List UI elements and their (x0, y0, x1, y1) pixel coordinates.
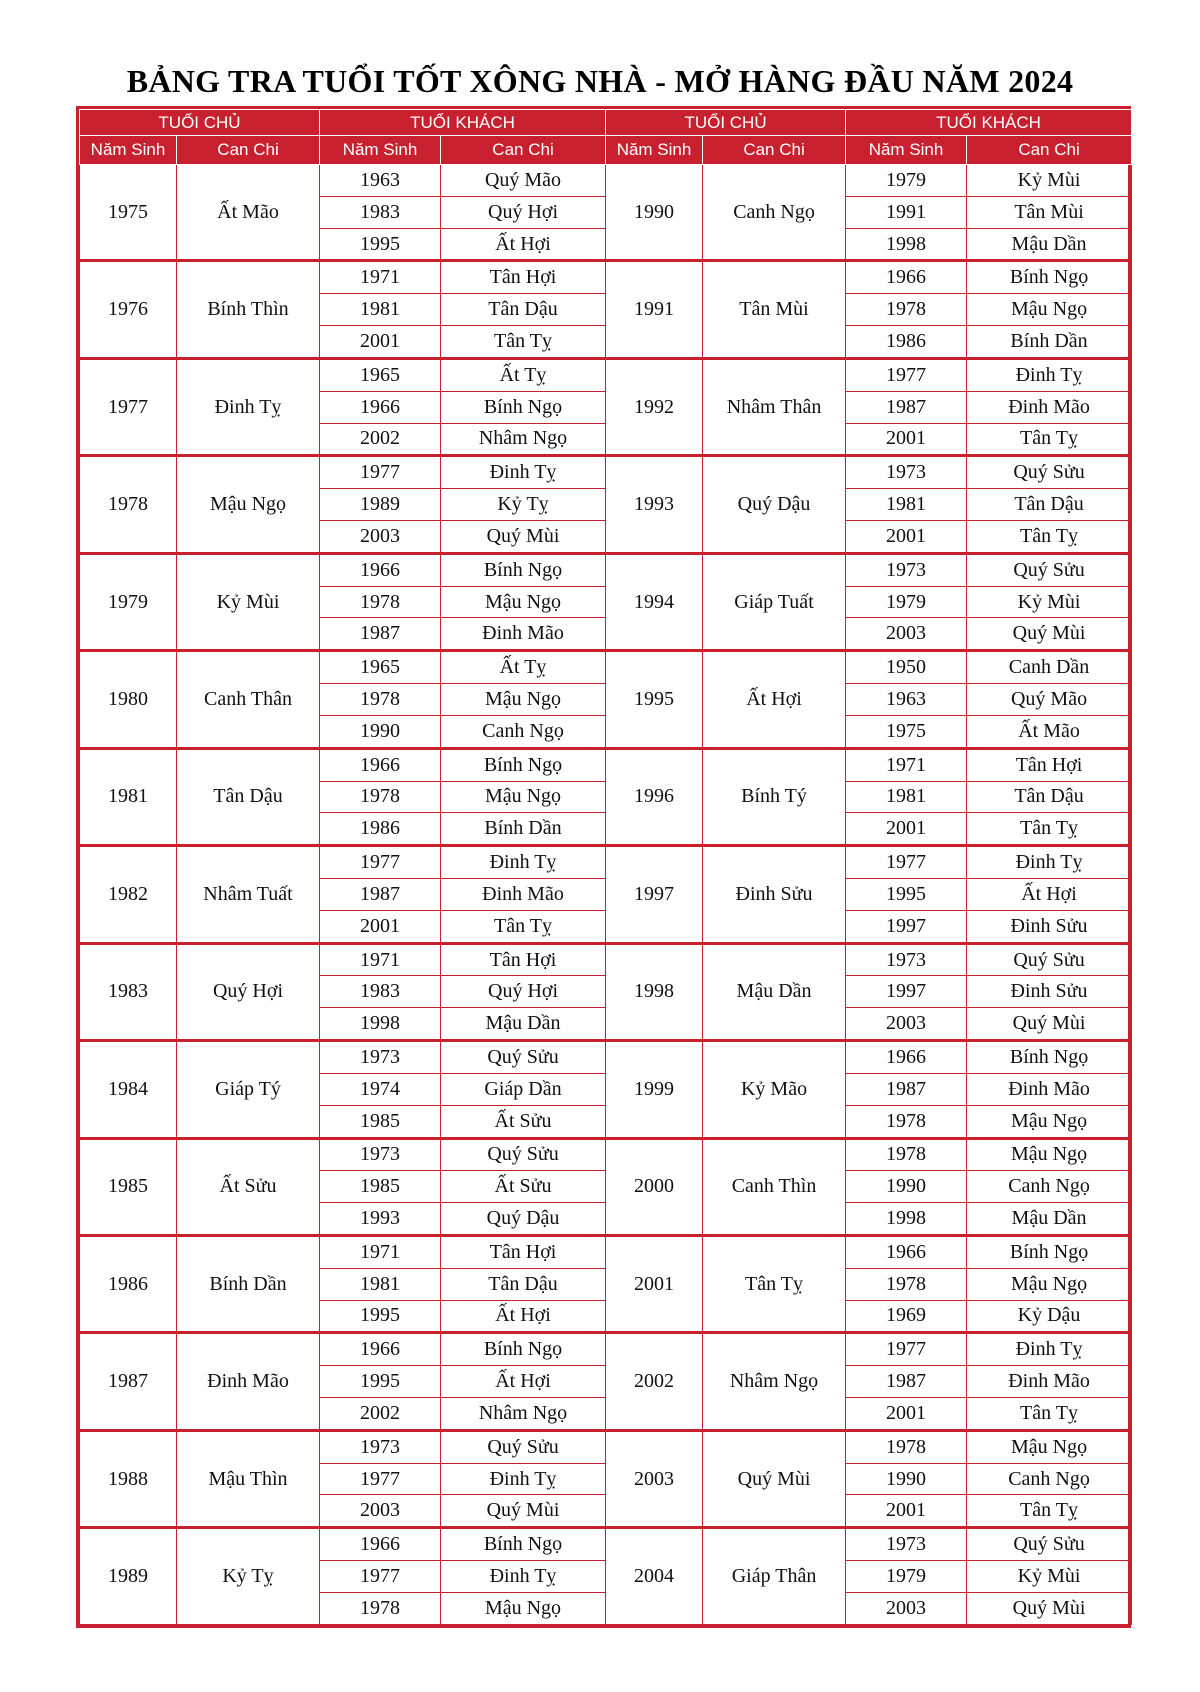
guest-birth-year: 1950 (846, 651, 967, 684)
guest-can-chi: Ất Hợi (441, 1300, 606, 1333)
owner-birth-year: 1989 (80, 1528, 177, 1625)
owner-birth-year: 2003 (606, 1430, 703, 1527)
guest-can-chi: Đinh Tỵ (967, 1333, 1132, 1366)
guest-can-chi: Nhâm Ngọ (441, 1398, 606, 1431)
guest-birth-year: 1978 (320, 684, 441, 716)
owner-birth-year: 1994 (606, 553, 703, 650)
owner-birth-year: 1977 (80, 358, 177, 455)
owner-birth-year: 1991 (606, 261, 703, 358)
guest-can-chi: Bính Ngọ (967, 1235, 1132, 1268)
guest-can-chi: Tân Dậu (967, 489, 1132, 521)
guest-birth-year: 1966 (846, 261, 967, 294)
guest-can-chi: Tân Hợi (441, 1235, 606, 1268)
guest-birth-year: 1971 (320, 1235, 441, 1268)
col-guest-can-chi: Can Chi (967, 136, 1132, 165)
guest-birth-year: 1977 (846, 358, 967, 391)
guest-birth-year: 1981 (846, 781, 967, 813)
guest-birth-year: 2002 (320, 423, 441, 456)
guest-birth-year: 1973 (320, 1430, 441, 1463)
guest-can-chi: Quý Hợi (441, 196, 606, 228)
owner-birth-year: 2004 (606, 1528, 703, 1625)
owner-birth-year: 1976 (80, 261, 177, 358)
guest-can-chi: Mậu Ngọ (441, 1592, 606, 1624)
guest-birth-year: 2003 (846, 1008, 967, 1041)
guest-header-left: TUỔI KHÁCH (320, 110, 606, 136)
guest-birth-year: 1981 (320, 1268, 441, 1300)
owner-birth-year: 1980 (80, 651, 177, 748)
guest-can-chi: Mậu Ngọ (967, 1138, 1132, 1171)
guest-can-chi: Đinh Tỵ (441, 456, 606, 489)
guest-can-chi: Kỷ Tỵ (441, 489, 606, 521)
guest-can-chi: Ất Sửu (441, 1171, 606, 1203)
owner-can-chi: Mậu Ngọ (177, 456, 320, 553)
guest-birth-year: 1987 (320, 618, 441, 651)
table-row (80, 1138, 1132, 1171)
owner-can-chi: Bính Dần (177, 1235, 320, 1332)
guest-can-chi: Kỷ Mùi (967, 586, 1132, 618)
owner-birth-year: 2000 (606, 1138, 703, 1235)
guest-birth-year: 1983 (320, 196, 441, 228)
guest-can-chi: Quý Mùi (441, 520, 606, 553)
owner-can-chi: Nhâm Tuất (177, 846, 320, 943)
guest-can-chi: Quý Dậu (441, 1203, 606, 1236)
guest-can-chi: Ất Tỵ (441, 651, 606, 684)
guest-birth-year: 1966 (846, 1041, 967, 1074)
guest-birth-year: 2003 (846, 1592, 967, 1624)
guest-birth-year: 2001 (846, 813, 967, 846)
owner-can-chi: Đinh Mão (177, 1333, 320, 1430)
table-row (80, 261, 1132, 294)
guest-birth-year: 1987 (846, 391, 967, 423)
guest-birth-year: 1966 (320, 391, 441, 423)
owner-can-chi: Bính Tý (703, 748, 846, 845)
guest-can-chi: Quý Sửu (441, 1041, 606, 1074)
guest-can-chi: Tân Dậu (967, 781, 1132, 813)
guest-can-chi: Tân Mùi (967, 196, 1132, 228)
guest-can-chi: Tân Hợi (441, 943, 606, 976)
guest-can-chi: Quý Hợi (441, 976, 606, 1008)
guest-birth-year: 1966 (320, 748, 441, 781)
guest-can-chi: Quý Mùi (441, 1495, 606, 1528)
guest-birth-year: 1995 (320, 1366, 441, 1398)
guest-birth-year: 2003 (320, 1495, 441, 1528)
guest-can-chi: Đinh Mão (967, 1073, 1132, 1105)
guest-can-chi: Kỷ Mùi (967, 165, 1132, 197)
owner-can-chi: Tân Dậu (177, 748, 320, 845)
guest-birth-year: 1977 (320, 1561, 441, 1593)
guest-birth-year: 1998 (320, 1008, 441, 1041)
guest-birth-year: 1977 (320, 846, 441, 879)
col-guest-birth-year: Năm Sinh (320, 136, 441, 165)
owner-header-right: TUỔI CHỦ (606, 110, 846, 136)
col-guest-birth-year: Năm Sinh (846, 136, 967, 165)
table-row (80, 1333, 1132, 1366)
owner-birth-year: 2002 (606, 1333, 703, 1430)
guest-can-chi: Mậu Ngọ (967, 294, 1132, 326)
guest-can-chi: Kỷ Mùi (967, 1561, 1132, 1593)
guest-can-chi: Mậu Ngọ (967, 1268, 1132, 1300)
guest-can-chi: Mậu Ngọ (441, 684, 606, 716)
guest-birth-year: 1990 (846, 1171, 967, 1203)
col-can-chi: Can Chi (177, 136, 320, 165)
guest-can-chi: Ất Hợi (967, 878, 1132, 910)
guest-birth-year: 1998 (846, 228, 967, 261)
guest-birth-year: 1971 (320, 261, 441, 294)
table-row (80, 846, 1132, 879)
guest-can-chi: Quý Mùi (967, 1008, 1132, 1041)
guest-birth-year: 1977 (846, 846, 967, 879)
table-row (80, 1041, 1132, 1074)
owner-birth-year: 1993 (606, 456, 703, 553)
owner-birth-year: 1997 (606, 846, 703, 943)
guest-birth-year: 1981 (846, 489, 967, 521)
guest-birth-year: 2001 (846, 1495, 967, 1528)
lookup-table (76, 106, 1131, 1628)
guest-birth-year: 1973 (846, 553, 967, 586)
guest-can-chi: Tân Tỵ (967, 1398, 1132, 1431)
guest-can-chi: Đinh Mão (967, 1366, 1132, 1398)
guest-birth-year: 1993 (320, 1203, 441, 1236)
owner-can-chi: Mậu Thìn (177, 1430, 320, 1527)
owner-birth-year: 1986 (80, 1235, 177, 1332)
guest-can-chi: Canh Ngọ (441, 715, 606, 748)
guest-birth-year: 1978 (320, 1592, 441, 1624)
guest-can-chi: Đinh Tỵ (967, 846, 1132, 879)
table-row (80, 358, 1132, 391)
guest-can-chi: Bính Ngọ (441, 1528, 606, 1561)
table-row (80, 165, 1132, 197)
guest-birth-year: 1973 (320, 1041, 441, 1074)
owner-can-chi: Canh Thân (177, 651, 320, 748)
guest-can-chi: Canh Ngọ (967, 1171, 1132, 1203)
guest-birth-year: 1978 (846, 294, 967, 326)
guest-can-chi: Bính Ngọ (441, 553, 606, 586)
owner-can-chi: Ất Sửu (177, 1138, 320, 1235)
owner-can-chi: Quý Mùi (703, 1430, 846, 1527)
guest-birth-year: 2002 (320, 1398, 441, 1431)
guest-birth-year: 1987 (846, 1073, 967, 1105)
page-title: BẢNG TRA TUỔI TỐT XÔNG NHÀ - MỞ HÀNG ĐẦU NĂM 2024 (126, 63, 1074, 99)
guest-birth-year: 1985 (320, 1171, 441, 1203)
owner-birth-year: 1985 (80, 1138, 177, 1235)
guest-can-chi: Quý Mùi (967, 618, 1132, 651)
col-birth-year: Năm Sinh (606, 136, 703, 165)
guest-birth-year: 1966 (320, 1528, 441, 1561)
guest-birth-year: 1966 (320, 1333, 441, 1366)
guest-birth-year: 1981 (320, 294, 441, 326)
guest-birth-year: 1997 (846, 976, 967, 1008)
owner-birth-year: 1998 (606, 943, 703, 1040)
guest-birth-year: 1979 (846, 1561, 967, 1593)
owner-birth-year: 1982 (80, 846, 177, 943)
guest-birth-year: 2001 (320, 910, 441, 943)
guest-can-chi: Quý Sửu (967, 1528, 1132, 1561)
owner-birth-year: 1987 (80, 1333, 177, 1430)
guest-can-chi: Quý Sửu (441, 1430, 606, 1463)
guest-birth-year: 1983 (320, 976, 441, 1008)
guest-birth-year: 1995 (320, 1300, 441, 1333)
owner-can-chi: Canh Ngọ (703, 165, 846, 261)
guest-birth-year: 1986 (320, 813, 441, 846)
guest-birth-year: 1978 (320, 586, 441, 618)
guest-can-chi: Nhâm Ngọ (441, 423, 606, 456)
guest-can-chi: Bính Ngọ (967, 261, 1132, 294)
owner-can-chi: Giáp Tuất (703, 553, 846, 650)
guest-can-chi: Đinh Tỵ (441, 1463, 606, 1495)
guest-can-chi: Tân Tỵ (967, 1495, 1132, 1528)
guest-birth-year: 1975 (846, 715, 967, 748)
guest-can-chi: Quý Mão (967, 684, 1132, 716)
owner-birth-year: 1978 (80, 456, 177, 553)
owner-can-chi: Tân Tỵ (703, 1235, 846, 1332)
guest-birth-year: 1989 (320, 489, 441, 521)
guest-can-chi: Mậu Ngọ (967, 1105, 1132, 1138)
guest-can-chi: Tân Hợi (967, 748, 1132, 781)
guest-can-chi: Tân Tỵ (441, 326, 606, 359)
owner-can-chi: Tân Mùi (703, 261, 846, 358)
owner-birth-year: 1988 (80, 1430, 177, 1527)
age-table (79, 109, 1132, 1625)
owner-can-chi: Kỷ Tỵ (177, 1528, 320, 1625)
guest-can-chi: Ất Hợi (441, 228, 606, 261)
guest-can-chi: Đinh Tỵ (441, 846, 606, 879)
owner-can-chi: Mậu Dần (703, 943, 846, 1040)
guest-birth-year: 1995 (846, 878, 967, 910)
col-can-chi: Can Chi (703, 136, 846, 165)
guest-birth-year: 1977 (846, 1333, 967, 1366)
guest-can-chi: Tân Dậu (441, 294, 606, 326)
guest-birth-year: 1963 (320, 165, 441, 197)
guest-birth-year: 1966 (846, 1235, 967, 1268)
owner-can-chi: Giáp Tý (177, 1041, 320, 1138)
guest-can-chi: Bính Ngọ (441, 1333, 606, 1366)
guest-can-chi: Ất Tỵ (441, 358, 606, 391)
table-row (80, 1528, 1132, 1561)
owner-birth-year: 1992 (606, 358, 703, 455)
table-body (80, 165, 1132, 1625)
guest-birth-year: 1969 (846, 1300, 967, 1333)
owner-header-left: TUỔI CHỦ (80, 110, 320, 136)
owner-can-chi: Bính Thìn (177, 261, 320, 358)
guest-can-chi: Tân Tỵ (967, 423, 1132, 456)
guest-can-chi: Đinh Tỵ (441, 1561, 606, 1593)
guest-birth-year: 1987 (320, 878, 441, 910)
guest-can-chi: Mậu Ngọ (441, 586, 606, 618)
col-guest-can-chi: Can Chi (441, 136, 606, 165)
owner-birth-year: 1990 (606, 165, 703, 261)
guest-birth-year: 1995 (320, 228, 441, 261)
guest-can-chi: Mậu Dần (967, 1203, 1132, 1236)
guest-birth-year: 1965 (320, 358, 441, 391)
guest-can-chi: Tân Tỵ (967, 520, 1132, 553)
guest-birth-year: 1966 (320, 553, 441, 586)
guest-can-chi: Quý Sửu (967, 553, 1132, 586)
guest-birth-year: 1979 (846, 165, 967, 197)
guest-birth-year: 1990 (320, 715, 441, 748)
guest-birth-year: 1963 (846, 684, 967, 716)
owner-birth-year: 1995 (606, 651, 703, 748)
owner-can-chi: Giáp Thân (703, 1528, 846, 1625)
guest-birth-year: 2001 (846, 1398, 967, 1431)
owner-birth-year: 1981 (80, 748, 177, 845)
guest-can-chi: Đinh Mão (441, 618, 606, 651)
guest-can-chi: Mậu Dần (441, 1008, 606, 1041)
table-row (80, 553, 1132, 586)
guest-can-chi: Ất Sửu (441, 1105, 606, 1138)
guest-can-chi: Canh Ngọ (967, 1463, 1132, 1495)
guest-can-chi: Quý Mão (441, 165, 606, 197)
guest-can-chi: Đinh Sửu (967, 910, 1132, 943)
guest-birth-year: 2001 (846, 423, 967, 456)
owner-can-chi: Ất Mão (177, 165, 320, 261)
guest-birth-year: 1965 (320, 651, 441, 684)
guest-birth-year: 1978 (320, 781, 441, 813)
guest-can-chi: Đinh Sửu (967, 976, 1132, 1008)
guest-can-chi: Bính Ngọ (967, 1041, 1132, 1074)
owner-can-chi: Canh Thìn (703, 1138, 846, 1235)
guest-birth-year: 1979 (846, 586, 967, 618)
guest-can-chi: Tân Dậu (441, 1268, 606, 1300)
owner-can-chi: Quý Hợi (177, 943, 320, 1040)
guest-birth-year: 1998 (846, 1203, 967, 1236)
guest-can-chi: Đinh Mão (441, 878, 606, 910)
guest-birth-year: 1973 (846, 1528, 967, 1561)
guest-birth-year: 1985 (320, 1105, 441, 1138)
guest-can-chi: Bính Ngọ (441, 391, 606, 423)
owner-birth-year: 2001 (606, 1235, 703, 1332)
guest-can-chi: Bính Ngọ (441, 748, 606, 781)
guest-can-chi: Canh Dần (967, 651, 1132, 684)
table-row (80, 748, 1132, 781)
guest-birth-year: 1973 (846, 456, 967, 489)
guest-can-chi: Tân Tỵ (967, 813, 1132, 846)
guest-birth-year: 1971 (320, 943, 441, 976)
owner-birth-year: 1999 (606, 1041, 703, 1138)
guest-birth-year: 2003 (846, 618, 967, 651)
guest-can-chi: Ất Mão (967, 715, 1132, 748)
guest-birth-year: 1978 (846, 1138, 967, 1171)
guest-can-chi: Kỷ Dậu (967, 1300, 1132, 1333)
table-row (80, 1235, 1132, 1268)
guest-birth-year: 1991 (846, 196, 967, 228)
guest-birth-year: 1977 (320, 1463, 441, 1495)
guest-can-chi: Đinh Mão (967, 391, 1132, 423)
guest-can-chi: Mậu Ngọ (967, 1430, 1132, 1463)
guest-birth-year: 1997 (846, 910, 967, 943)
table-row (80, 1430, 1132, 1463)
guest-header-right: TUỔI KHÁCH (846, 110, 1132, 136)
guest-birth-year: 1990 (846, 1463, 967, 1495)
guest-can-chi: Đinh Tỵ (967, 358, 1132, 391)
guest-birth-year: 2001 (320, 326, 441, 359)
guest-can-chi: Mậu Dần (967, 228, 1132, 261)
owner-can-chi: Ất Hợi (703, 651, 846, 748)
owner-can-chi: Nhâm Ngọ (703, 1333, 846, 1430)
guest-can-chi: Quý Sửu (967, 456, 1132, 489)
guest-birth-year: 1974 (320, 1073, 441, 1105)
owner-can-chi: Quý Dậu (703, 456, 846, 553)
guest-birth-year: 2003 (320, 520, 441, 553)
guest-can-chi: Quý Mùi (967, 1592, 1132, 1624)
guest-can-chi: Giáp Dần (441, 1073, 606, 1105)
owner-can-chi: Kỷ Mùi (177, 553, 320, 650)
guest-birth-year: 1973 (846, 943, 967, 976)
guest-can-chi: Tân Tỵ (441, 910, 606, 943)
guest-birth-year: 1978 (846, 1105, 967, 1138)
guest-can-chi: Quý Sửu (441, 1138, 606, 1171)
owner-birth-year: 1983 (80, 943, 177, 1040)
table-row (80, 651, 1132, 684)
guest-birth-year: 1978 (846, 1268, 967, 1300)
owner-birth-year: 1996 (606, 748, 703, 845)
owner-birth-year: 1984 (80, 1041, 177, 1138)
owner-birth-year: 1979 (80, 553, 177, 650)
table-row (80, 943, 1132, 976)
guest-birth-year: 1973 (320, 1138, 441, 1171)
guest-birth-year: 1977 (320, 456, 441, 489)
guest-can-chi: Bính Dần (967, 326, 1132, 359)
guest-birth-year: 1986 (846, 326, 967, 359)
owner-can-chi: Đinh Sửu (703, 846, 846, 943)
table-row (80, 456, 1132, 489)
guest-can-chi: Tân Hợi (441, 261, 606, 294)
guest-can-chi: Ất Hợi (441, 1366, 606, 1398)
owner-can-chi: Đinh Tỵ (177, 358, 320, 455)
guest-birth-year: 1978 (846, 1430, 967, 1463)
guest-birth-year: 1987 (846, 1366, 967, 1398)
guest-birth-year: 1971 (846, 748, 967, 781)
owner-birth-year: 1975 (80, 165, 177, 261)
col-birth-year: Năm Sinh (80, 136, 177, 165)
guest-birth-year: 2001 (846, 520, 967, 553)
guest-can-chi: Mậu Ngọ (441, 781, 606, 813)
guest-can-chi: Quý Sửu (967, 943, 1132, 976)
owner-can-chi: Kỷ Mão (703, 1041, 846, 1138)
owner-can-chi: Nhâm Thân (703, 358, 846, 455)
guest-can-chi: Bính Dần (441, 813, 606, 846)
